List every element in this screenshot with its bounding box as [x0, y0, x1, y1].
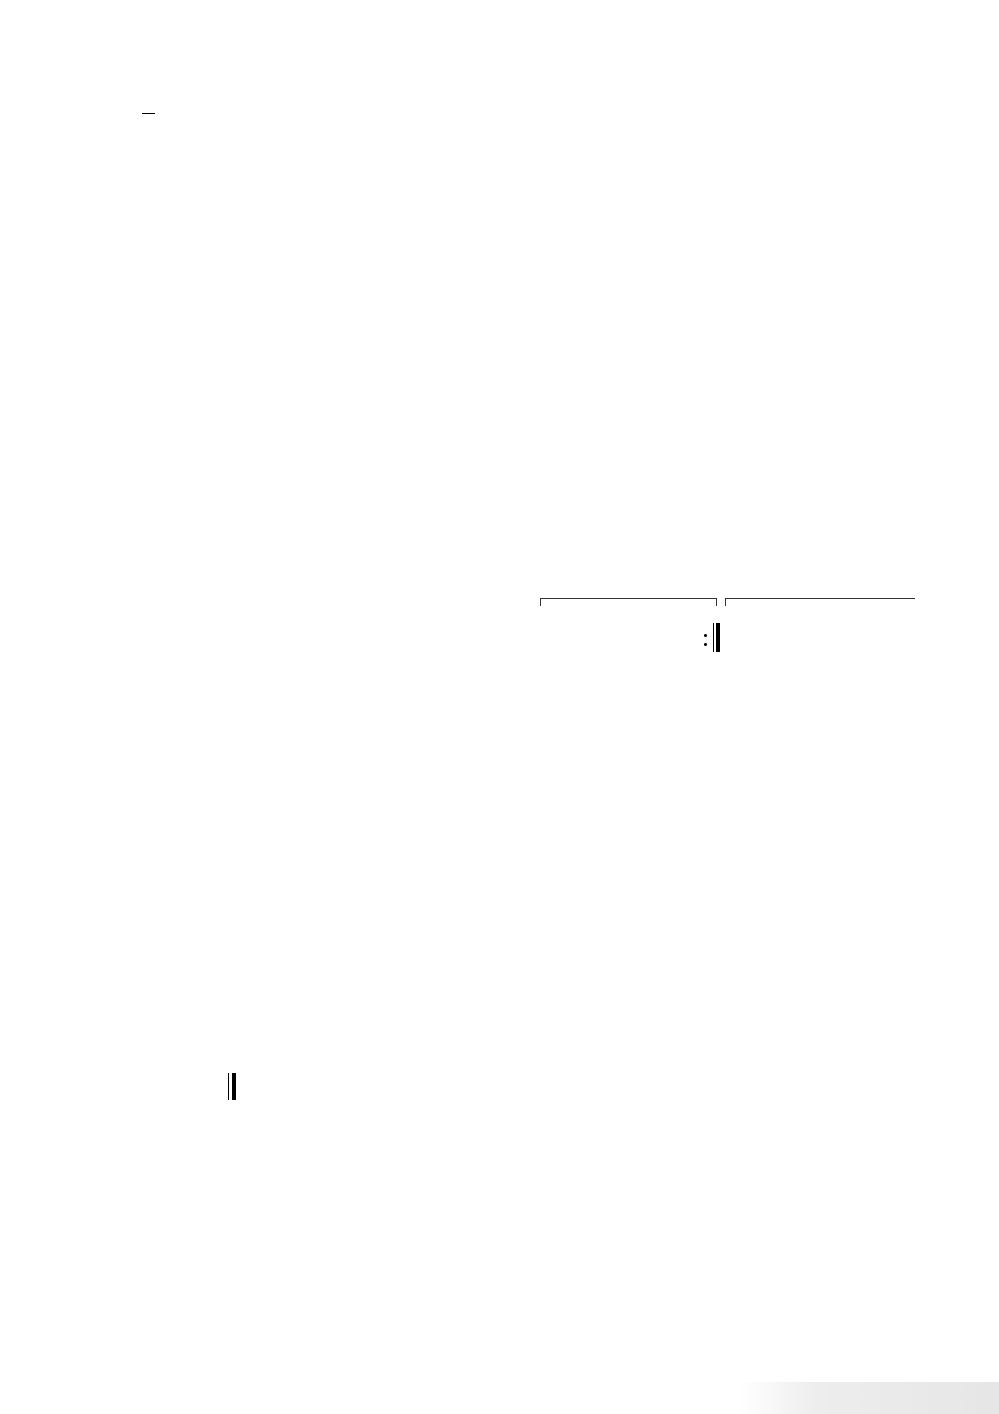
volta-bracket-line [540, 598, 717, 599]
time-signature [142, 112, 155, 115]
repeat-dot [704, 634, 707, 637]
volta-bracket-line [725, 598, 915, 599]
final-thick-barline [232, 1073, 236, 1100]
repeat-thin-barline [713, 623, 714, 652]
volta-bracket-left [725, 598, 726, 606]
time-signature-divider [142, 113, 155, 114]
volta-bracket-left [540, 598, 541, 606]
final-thin-barline [228, 1073, 229, 1100]
volta-bracket-right [716, 598, 717, 606]
repeat-dot [704, 643, 707, 646]
watermark [740, 1382, 999, 1414]
repeat-thick-barline [716, 623, 720, 652]
